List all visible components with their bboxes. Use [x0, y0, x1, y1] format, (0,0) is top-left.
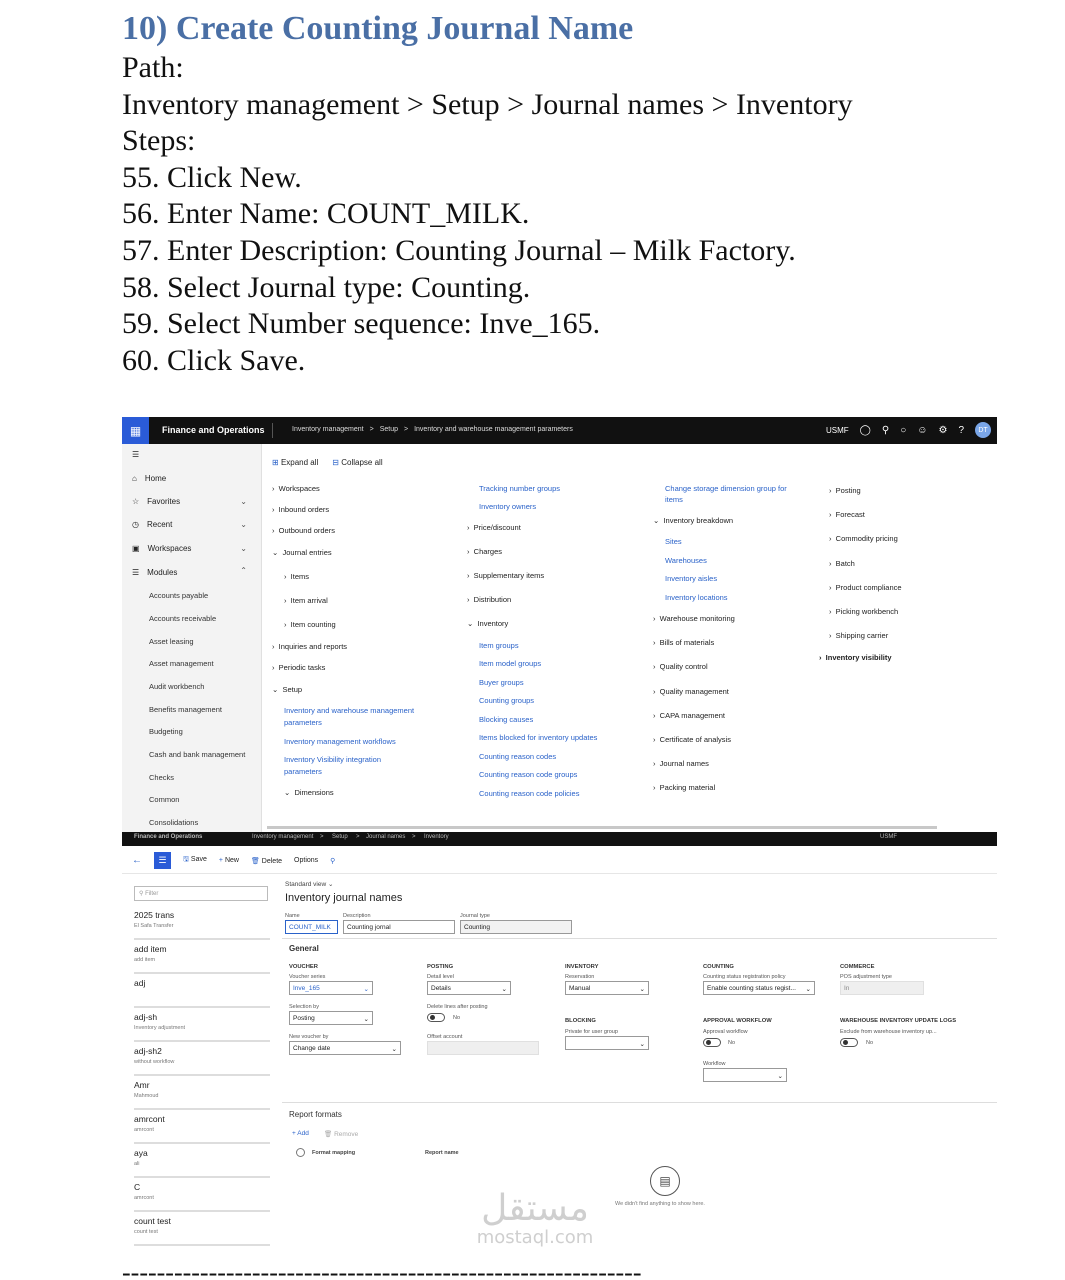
menu-group[interactable]: › Commodity pricing	[829, 534, 898, 543]
add-format-button[interactable]: + Add	[292, 1130, 309, 1137]
menu-link[interactable]: Inventory management workflows	[284, 737, 396, 746]
menu-group[interactable]: › Inquiries and reports	[272, 642, 348, 651]
approval-label: Approval workflow	[703, 1029, 748, 1035]
menu-link[interactable]: Change storage dimension group for	[665, 484, 787, 493]
chevron-down-icon: ⌄	[391, 1046, 397, 1053]
exclude-warehouse-toggle[interactable]	[840, 1038, 858, 1047]
voucher-series-label: Voucher series	[289, 974, 326, 980]
nav-favorites[interactable]: ☆ Favorites	[132, 497, 181, 506]
menu-group[interactable]: › Distribution	[467, 595, 512, 604]
crumb-setup[interactable]: Setup	[379, 426, 398, 433]
warehouse-logs-heading: WAREHOUSE INVENTORY UPDATE LOGS	[840, 1018, 957, 1024]
path-text: Inventory management > Setup > Journal names > Inventory	[122, 87, 853, 121]
menu-link[interactable]: Inventory aisles	[665, 574, 718, 583]
workflow-label: Workflow	[703, 1061, 726, 1067]
menu-link[interactable]: Inventory and warehouse management	[284, 706, 415, 715]
list-item[interactable]: count test count test	[134, 1216, 270, 1246]
app-launcher-icon[interactable]: ▦	[122, 417, 149, 444]
crumb-module[interactable]: Inventory management	[292, 426, 364, 433]
menu-link[interactable]: Inventory owners	[479, 502, 537, 511]
module-item[interactable]: Cash and bank management	[149, 750, 246, 759]
collapse-all-button[interactable]: ⊟ Collapse all	[332, 458, 383, 467]
page-title: Inventory journal names	[285, 892, 403, 904]
new-button[interactable]: + New	[218, 857, 239, 864]
menu-link[interactable]: Sites	[665, 537, 682, 546]
menu-group[interactable]: › Item counting	[284, 620, 336, 629]
menu-group[interactable]: › Items	[284, 572, 310, 581]
module-item[interactable]: Asset leasing	[149, 637, 194, 646]
menu-link[interactable]: Item model groups	[479, 659, 542, 668]
nav-home[interactable]: ⌂ Home	[132, 474, 167, 483]
search-icon[interactable]: ⚲	[881, 424, 890, 436]
menu-group[interactable]: › Product compliance	[829, 583, 902, 592]
detail-level-label: Detail level	[427, 974, 454, 980]
company-picker[interactable]: USMF	[826, 425, 849, 435]
exclude-warehouse-label: Exclude from warehouse inventory up...	[840, 1029, 937, 1035]
collapse-icon: ⊟	[332, 458, 339, 467]
crumb-module[interactable]: Inventory management	[252, 834, 314, 840]
chevron-down-icon: ⌄	[363, 986, 369, 993]
plus-icon: +	[218, 857, 223, 864]
menu-link[interactable]: items	[665, 495, 683, 504]
menu-group[interactable]: › Item arrival	[284, 596, 328, 605]
copilot-icon[interactable]: ◯	[859, 424, 871, 436]
menu-link[interactable]: Item groups	[479, 641, 519, 650]
list-item[interactable]: C amrcont	[134, 1182, 270, 1212]
module-item[interactable]: Benefits management	[149, 705, 222, 714]
breadcrumb	[292, 426, 573, 433]
voucher-heading: VOUCHER	[289, 964, 318, 970]
filter-input[interactable]: ⚲ Filter	[134, 886, 268, 901]
steps-label: Steps:	[122, 124, 196, 158]
menu-link[interactable]: Warehouses	[665, 556, 707, 565]
document-body	[122, 8, 1022, 379]
pos-adjustment-field[interactable]: In	[840, 981, 924, 995]
module-item[interactable]: Asset management	[149, 659, 214, 668]
menu-group[interactable]: › Certificate of analysis	[653, 735, 731, 744]
list-item[interactable]: adj-sh2 without workflow	[134, 1046, 270, 1076]
menu-group[interactable]: › Batch	[829, 559, 855, 568]
star-icon: ☆	[132, 497, 140, 506]
menu-group[interactable]: › Picking workbench	[829, 607, 899, 616]
list-item[interactable]: adj-sh Inventory adjustment	[134, 1012, 270, 1042]
expand-all-button[interactable]: ⊞ Expand all	[272, 458, 319, 467]
parameters-screenshot	[122, 417, 997, 832]
crumb-inventory[interactable]: Inventory	[424, 834, 449, 840]
clock-icon: ◷	[132, 520, 139, 529]
description-label: Description	[343, 913, 371, 919]
crumb-sep: >	[356, 834, 360, 840]
blocking-heading: BLOCKING	[565, 1018, 596, 1024]
chevron-down-icon: ⌄	[805, 986, 811, 993]
nav-recent[interactable]: ◷ Recent	[132, 520, 173, 529]
list-toggle-icon[interactable]: ☰	[154, 852, 171, 869]
chevron-down-icon[interactable]: ⌄	[240, 520, 247, 529]
list-item[interactable]: Amr Mahmoud	[134, 1080, 270, 1110]
tree-toolbar	[272, 458, 383, 467]
top-bar	[122, 417, 997, 444]
delete-lines-toggle[interactable]	[427, 1013, 445, 1022]
company-picker[interactable]: USMF	[880, 834, 897, 840]
home-icon: ⌂	[132, 474, 137, 483]
chevron-down-icon: ⌄	[777, 1073, 783, 1080]
menu-group[interactable]: › Bills of materials	[653, 638, 715, 647]
step-57: 57. Enter Description: Counting Journal – Milk Factory.	[122, 233, 796, 267]
step-56: 56. Enter Name: COUNT_MILK.	[122, 197, 530, 231]
menu-group[interactable]: ⌄ Journal entries	[272, 548, 332, 557]
avatar[interactable]: DT	[975, 422, 991, 438]
list-item[interactable]: 2025 trans El Safa Transfer	[134, 910, 270, 940]
general-fasttab[interactable]: General	[289, 944, 319, 953]
section-title: 10) Create Counting Journal Name	[122, 10, 634, 47]
menu-link[interactable]: Counting reason code policies	[479, 789, 580, 798]
view-selector[interactable]: Standard view ⌄	[285, 881, 334, 888]
menu-group[interactable]: › Forecast	[829, 510, 865, 519]
module-item[interactable]: Common	[149, 795, 180, 804]
nav-workspaces[interactable]: ▣ Workspaces	[132, 544, 192, 553]
workspace-icon: ▣	[132, 544, 140, 553]
trash-icon: 🗑	[250, 857, 260, 865]
chevron-up-icon[interactable]: ⌃	[240, 566, 247, 575]
path-label: Path:	[122, 51, 184, 84]
format-mapping-header: Format mapping	[312, 1150, 356, 1156]
menu-group[interactable]: › Shipping carrier	[829, 631, 889, 640]
empty-state-icon: ▤	[650, 1166, 680, 1196]
delete-lines-value: No	[453, 1015, 461, 1021]
private-group-label: Private for user group	[565, 1029, 618, 1035]
chevron-down-icon: ⌄	[639, 986, 645, 993]
module-item[interactable]: Checks	[149, 773, 175, 782]
step-60: 60. Click Save.	[122, 343, 306, 377]
name-label: Name	[285, 913, 300, 919]
name-field[interactable]: COUNT_MILK	[285, 920, 338, 934]
smiley-icon[interactable]: ☺	[917, 424, 928, 436]
list-item[interactable]: adj	[134, 978, 270, 1008]
module-item[interactable]: Consolidations	[149, 818, 199, 827]
crumb-page[interactable]: Inventory and warehouse management parameters	[414, 426, 573, 433]
hamburger-icon[interactable]: ☰	[132, 450, 140, 459]
reservation-field[interactable]: Manual ⌄	[565, 981, 649, 995]
journal-detail	[282, 878, 997, 1248]
approval-value: No	[728, 1040, 736, 1046]
journal-type-label: Journal type	[460, 913, 490, 919]
menu-link[interactable]: parameters	[284, 718, 322, 727]
gear-icon[interactable]: ⚙	[938, 424, 948, 436]
app-name: Finance and Operations	[134, 834, 203, 840]
menu-group[interactable]: › Outbound orders	[272, 526, 335, 535]
chevron-down-icon[interactable]: ⌄	[240, 497, 247, 506]
menu-group[interactable]: › Periodic tasks	[272, 663, 326, 672]
new-voucher-label: New voucher by	[289, 1034, 329, 1040]
menu-link[interactable]: Blocking causes	[479, 715, 534, 724]
nav-modules[interactable]: ☰ Modules	[132, 568, 178, 577]
menu-link[interactable]: Buyer groups	[479, 678, 524, 687]
action-pane	[122, 848, 997, 874]
detail-level-field[interactable]: Details ⌄	[427, 981, 511, 995]
menu-group[interactable]: › Inbound orders	[272, 505, 330, 514]
menu-group[interactable]: › Price/discount	[467, 523, 521, 532]
menu-group[interactable]: › Charges	[467, 547, 503, 556]
menu-link[interactable]: Inventory Visibility integration	[284, 755, 381, 764]
top-bar-tools	[826, 422, 991, 438]
menu-link[interactable]: Counting reason code groups	[479, 770, 578, 779]
save-icon: 🖫	[183, 856, 189, 863]
chevron-down-icon: ⌄	[363, 1016, 369, 1023]
list-item[interactable]: add item add item	[134, 944, 270, 974]
empty-state-text: We didn't find anything to show here.	[615, 1201, 705, 1207]
menu-link[interactable]: parameters	[284, 767, 322, 776]
step-58: 58. Select Journal type: Counting.	[122, 270, 531, 304]
menu-link[interactable]: Tracking number groups	[479, 484, 561, 493]
chevron-down-icon: ⌄	[501, 986, 507, 993]
inventory-heading: INVENTORY	[565, 964, 599, 970]
menu-group[interactable]: › Packing material	[653, 783, 716, 792]
description-field[interactable]: Counting jornal	[343, 920, 455, 934]
menu-group[interactable]: › Supplementary items	[467, 571, 545, 580]
counting-heading: COUNTING	[703, 964, 734, 970]
crumb-setup[interactable]: Setup	[332, 834, 348, 840]
posting-heading: POSTING	[427, 964, 454, 970]
delete-lines-label: Delete lines after posting	[427, 1004, 488, 1010]
new-voucher-field[interactable]: Change date ⌄	[289, 1041, 401, 1055]
crumb-journal-names[interactable]: Journal names	[366, 834, 406, 840]
menu-group[interactable]: › Posting	[829, 486, 861, 495]
bell-icon[interactable]: ○	[900, 424, 907, 436]
watermark-logo: مستقل mostaql.com	[476, 1188, 594, 1248]
top-bar	[122, 832, 997, 846]
approval-toggle[interactable]	[703, 1038, 721, 1047]
module-item[interactable]: Accounts payable	[149, 591, 209, 600]
commerce-heading: COMMERCE	[840, 964, 875, 970]
approval-heading: APPROVAL WORKFLOW	[703, 1018, 772, 1024]
offset-account-label: Offset account	[427, 1034, 463, 1040]
report-formats-fasttab[interactable]: Report formats	[289, 1110, 342, 1119]
crumb-sep: >	[369, 426, 374, 433]
exclude-warehouse-value: No	[866, 1040, 874, 1046]
reservation-label: Reservation	[565, 974, 595, 980]
save-button[interactable]: 🖫 Save	[183, 856, 207, 863]
menu-group-journal-names[interactable]: › Journal names	[653, 759, 709, 768]
step-59: 59. Select Number sequence: Inve_165.	[122, 307, 601, 341]
menu-group[interactable]: ⌄ Dimensions	[284, 788, 334, 797]
menu-group[interactable]: › Warehouse monitoring	[653, 614, 735, 623]
menu-group[interactable]: › Inventory visibility	[819, 653, 892, 662]
menu-group[interactable]: ⌄ Inventory	[467, 619, 509, 628]
divider-line: ------------------------------------------------------------	[122, 1258, 642, 1280]
report-name-header: Report name	[425, 1150, 459, 1156]
horizontal-scrollbar[interactable]	[267, 826, 937, 829]
journal-type-field[interactable]: Counting	[460, 920, 572, 934]
selection-by-field[interactable]: Posting ⌄	[289, 1011, 373, 1025]
crumb-sep: >	[320, 834, 324, 840]
menu-group[interactable]: › Workspaces	[272, 484, 320, 493]
step-55: 55. Click New.	[122, 160, 302, 194]
voucher-series-field[interactable]: Inve_165 ⌄	[289, 981, 373, 995]
search-icon[interactable]: ⚲	[330, 857, 336, 865]
parameters-content	[267, 444, 972, 832]
menu-group[interactable]: ⌄ Inventory breakdown	[653, 516, 734, 525]
menu-link[interactable]: Items blocked for inventory updates	[479, 733, 598, 742]
crumb-sep: >	[404, 426, 409, 433]
menu-link[interactable]: Counting reason codes	[479, 752, 557, 761]
menu-group[interactable]: ⌄ Setup	[272, 685, 303, 694]
menu-group[interactable]: › Quality management	[653, 687, 729, 696]
workflow-field[interactable]	[703, 1068, 787, 1082]
journal-names-screenshot	[122, 832, 997, 1248]
list-item[interactable]: aya ali	[134, 1148, 270, 1178]
selection-by-label: Selection by	[289, 1004, 319, 1010]
pos-adjustment-label: POS adjustment type	[840, 974, 892, 980]
select-all-radio[interactable]	[296, 1148, 305, 1157]
menu-group[interactable]: › Quality control	[653, 662, 708, 671]
menu-link[interactable]: Counting groups	[479, 696, 535, 705]
help-icon[interactable]: ?	[958, 424, 964, 436]
chevron-down-icon: ⌄	[639, 1041, 645, 1048]
list-icon: ☰	[132, 568, 140, 577]
journal-list	[130, 882, 272, 1248]
delete-button[interactable]: 🗑 Delete	[250, 857, 283, 865]
remove-format-button[interactable]: 🗑 Remove	[324, 1131, 359, 1138]
crumb-sep: >	[412, 834, 416, 840]
offset-account-field[interactable]	[427, 1041, 539, 1055]
module-item[interactable]: Accounts receivable	[149, 614, 217, 623]
app-name: Finance and Operations	[162, 425, 265, 435]
menu-group[interactable]: › CAPA management	[653, 711, 725, 720]
options-button[interactable]: Options	[294, 857, 319, 864]
counting-policy-label: Counting status registration policy	[703, 974, 786, 980]
back-icon[interactable]: ←	[132, 855, 142, 866]
module-item[interactable]: Audit workbench	[149, 682, 205, 691]
navigation-pane	[122, 444, 262, 832]
counting-policy-field[interactable]: Enable counting status regist... ⌄	[703, 981, 815, 995]
menu-link[interactable]: Inventory locations	[665, 593, 728, 602]
module-item[interactable]: Budgeting	[149, 727, 183, 736]
list-item[interactable]: amrcont amrcont	[134, 1114, 270, 1144]
chevron-down-icon[interactable]: ⌄	[240, 544, 247, 553]
expand-icon: ⊞	[272, 458, 279, 467]
private-group-field[interactable]	[565, 1036, 649, 1050]
